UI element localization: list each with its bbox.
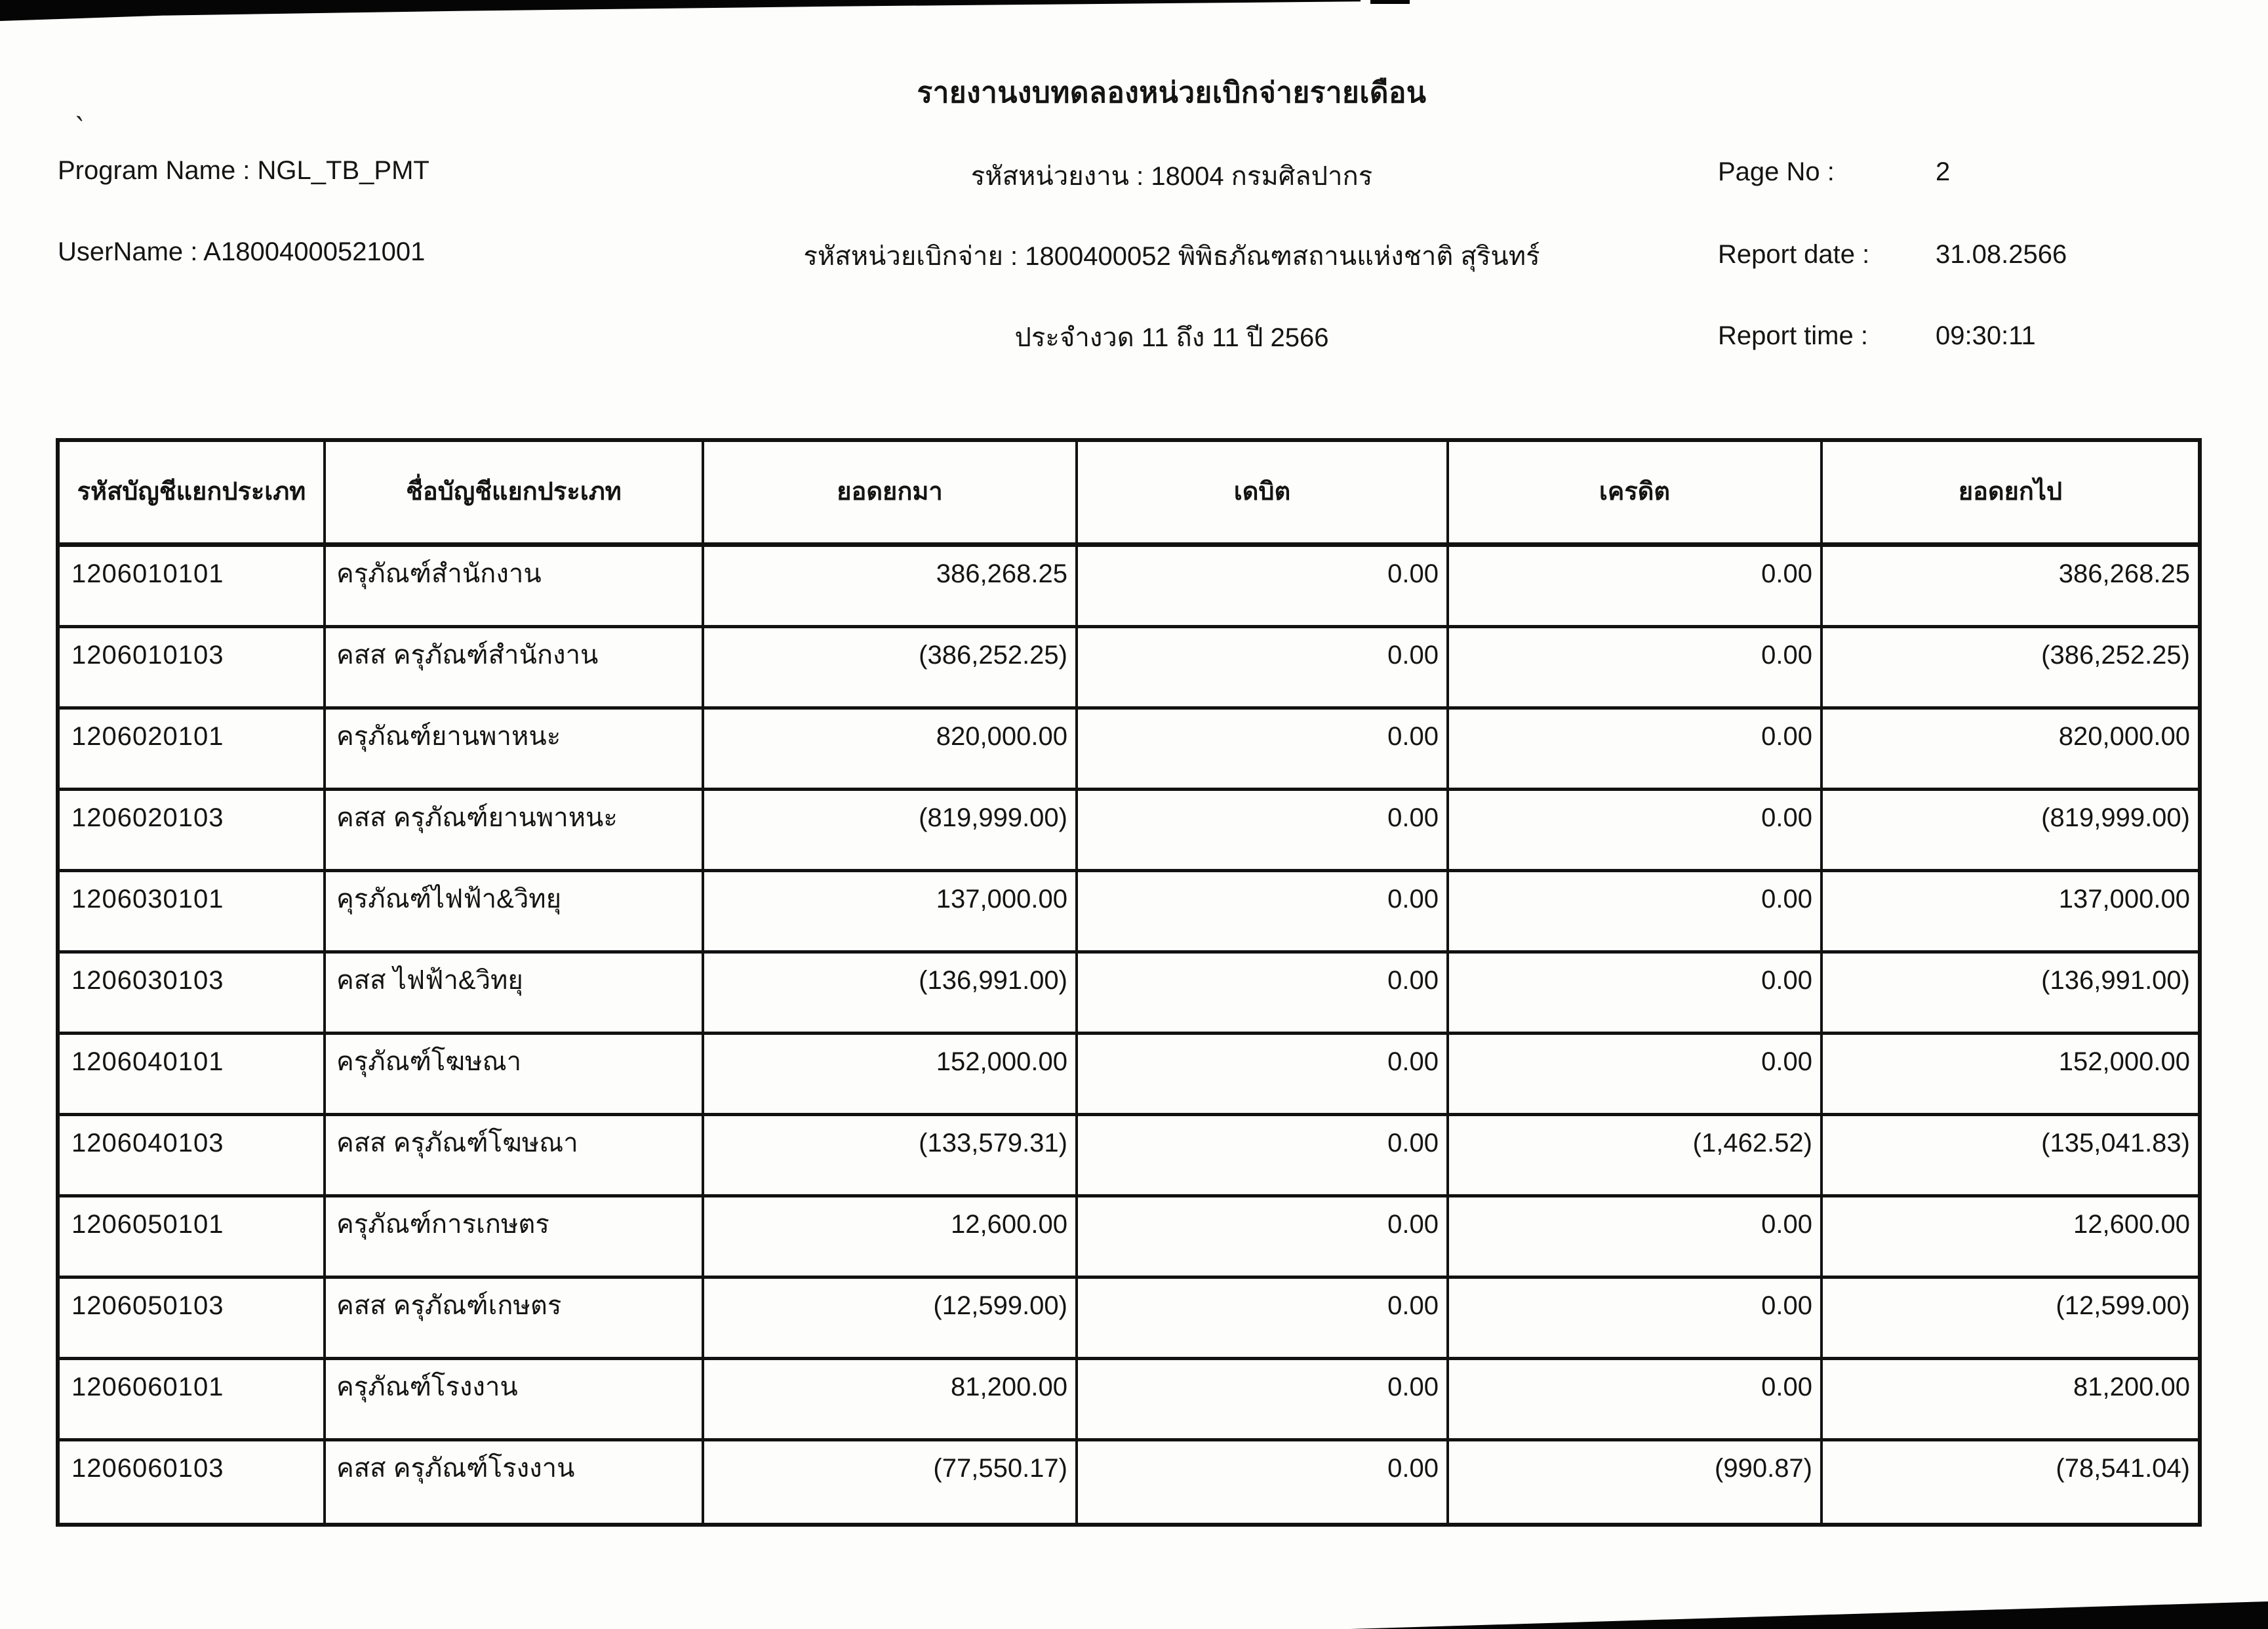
cell-account-name: คุรภัณฑ์ไฟฟ้า&วิทยุ — [326, 872, 704, 954]
cell-balance-forward: 386,268.25 — [704, 547, 1078, 628]
cell-credit: 0.00 — [1449, 872, 1823, 954]
cell-debit: 0.00 — [1078, 710, 1449, 791]
scan-stray-mark: ` — [71, 110, 86, 146]
cell-balance-carried: 12,600.00 — [1823, 1197, 2198, 1279]
report-time-value: 09:30:11 — [1936, 321, 2036, 350]
cell-debit: 0.00 — [1078, 872, 1449, 954]
cell-account-name: คสส ครุภัณฑ์โรงงาน — [326, 1441, 704, 1523]
cell-balance-carried: 152,000.00 — [1823, 1035, 2198, 1116]
page-no-label: Page No : — [1718, 157, 1835, 186]
cell-balance-carried: (12,599.00) — [1823, 1279, 2198, 1360]
cell-balance-carried: (78,541.04) — [2056, 1454, 2190, 1483]
cell-account-code: 1206010101 — [60, 547, 326, 628]
col-header-6: ยอดยกไป — [1823, 442, 2198, 547]
cell-debit: 0.00 — [1078, 1035, 1449, 1116]
cell-account-code: 1206020101 — [60, 710, 326, 791]
col-header-3: ยอดยกมา — [704, 442, 1078, 547]
program-name-label: Program Name : — [58, 156, 250, 185]
cell-balance-forward: (12,599.00) — [704, 1279, 1078, 1360]
cell-account-code: 1206040103 — [60, 1116, 326, 1197]
cell-balance-forward: 81,200.00 — [704, 1360, 1078, 1441]
cell-debit: 0.00 — [1078, 547, 1449, 628]
cell-credit: 0.00 — [1449, 1197, 1823, 1279]
program-name-value: NGL_TB_PMT — [257, 156, 429, 185]
cell-account-code: 1206040101 — [60, 1035, 326, 1116]
cell-balance-forward: (136,991.00) — [704, 954, 1078, 1035]
page-no-value: 2 — [1936, 157, 1951, 186]
cell-balance-carried: (135,041.83) — [1823, 1116, 2198, 1197]
cell-balance-forward: 137,000.00 — [704, 872, 1078, 954]
cell-credit: 0.00 — [1449, 710, 1823, 791]
cell-balance-forward: (77,550.17) — [704, 1441, 1078, 1523]
trial-balance-grid — [60, 442, 2198, 1523]
scan-artifact-top-dash — [1370, 0, 1410, 4]
cell-debit: 0.00 — [1078, 1279, 1449, 1360]
cell-debit: 0.00 — [1078, 1197, 1449, 1279]
cell-account-code: 1206010103 — [60, 628, 326, 710]
cell-account-code: 1206060101 — [60, 1360, 326, 1441]
cell-debit: 0.00 — [1078, 1441, 1449, 1523]
username-value: A18004000521001 — [203, 237, 426, 266]
cell-account-name: ครุภัณฑ์ยานพาหนะ — [326, 710, 704, 791]
cell-balance-carried: 820,000.00 — [1823, 710, 2198, 791]
cell-balance-carried: 137,000.00 — [1823, 872, 2198, 954]
cell-account-name: คสส ไฟฟ้า&วิทยุ — [326, 954, 704, 1035]
cell-debit: 0.00 — [1078, 791, 1449, 872]
cell-account-name: คสส ครุภัณฑ์ยานพาหนะ — [326, 791, 704, 872]
cell-balance-carried: (136,991.00) — [1823, 954, 2198, 1035]
cell-balance-forward: 820,000.00 — [704, 710, 1078, 791]
cell-account-name: ครุภัณฑ์โฆษณา — [326, 1035, 704, 1116]
program-name-line — [58, 156, 429, 186]
report-time-label: Report time : — [1718, 321, 1868, 350]
cell-account-code: 1206050103 — [60, 1279, 326, 1360]
trial-balance-table — [56, 438, 2202, 1527]
col-header-2: ชื่อบัญชีแยกประเภท — [326, 442, 704, 547]
cell-account-name: คสส ครุภัณฑ์สำนักงาน — [326, 628, 704, 710]
cell-account-code: 1206050101 — [60, 1197, 326, 1279]
cell-account-code: 1206060103 — [60, 1441, 326, 1523]
report-date-label: Report date : — [1718, 240, 1870, 269]
cell-credit: (990.87) — [1449, 1441, 1823, 1523]
report-date-value: 31.08.2566 — [1936, 240, 2067, 269]
cell-balance-carried: (819,999.00) — [1823, 791, 2198, 872]
cell-debit: 0.00 — [1078, 954, 1449, 1035]
cell-account-name: คสส ครุภัณฑ์เกษตร — [326, 1279, 704, 1360]
period-line: ประจำงวด 11 ถึง 11 ปี 2566 — [1014, 323, 1329, 352]
cell-account-name: ครุภัณฑ์สำนักงาน — [326, 547, 704, 628]
col-header-5: เครดิต — [1449, 442, 1823, 547]
cell-credit: 0.00 — [1449, 1279, 1823, 1360]
cell-credit: 0.00 — [1449, 1035, 1823, 1116]
scan-artifact-bottom-edge — [1350, 1601, 2268, 1629]
disbursement-unit-line: รหัสหน่วยเบิกจ่าย : 1800400052 พิพิธภัณฑสถานแห่งชาติ สุรินทร์ — [803, 242, 1540, 271]
cell-balance-carried: (386,252.25) — [1823, 628, 2198, 710]
cell-credit: 0.00 — [1449, 791, 1823, 872]
cell-balance-forward: 12,600.00 — [704, 1197, 1078, 1279]
cell-account-name: คสส ครุภัณฑ์โฆษณา — [326, 1116, 704, 1197]
cell-account-code: 1206020103 — [60, 791, 326, 872]
cell-credit: 0.00 — [1449, 628, 1823, 710]
cell-account-code: 1206030101 — [60, 872, 326, 954]
cell-debit: 0.00 — [1078, 1116, 1449, 1197]
cell-credit: 0.00 — [1449, 547, 1823, 628]
cell-balance-forward: 152,000.00 — [704, 1035, 1078, 1116]
agency-line: รหัสหน่วยงาน : 18004 กรมศิลปากร — [970, 162, 1373, 191]
cell-account-name: ครุภัณฑ์การเกษตร — [326, 1197, 704, 1279]
col-header-4: เดบิต — [1078, 442, 1449, 547]
cell-balance-forward: (133,579.31) — [704, 1116, 1078, 1197]
cell-credit: 0.00 — [1449, 1360, 1823, 1441]
cell-balance-forward: (386,252.25) — [704, 628, 1078, 710]
cell-account-code: 1206030103 — [60, 954, 326, 1035]
cell-account-name: ครุภัณฑ์โรงงาน — [326, 1360, 704, 1441]
col-header-1: รหัสบัญชีแยกประเภท — [60, 442, 326, 547]
cell-debit: 0.00 — [1078, 1360, 1449, 1441]
cell-balance-carried: 81,200.00 — [1823, 1360, 2198, 1441]
cell-credit: (1,462.52) — [1449, 1116, 1823, 1197]
cell-debit: 0.00 — [1078, 628, 1449, 710]
report-title: รายงานงบทดลองหน่วยเบิกจ่ายรายเดือน — [917, 77, 1427, 109]
cell-credit: 0.00 — [1449, 954, 1823, 1035]
username-line — [58, 237, 425, 267]
cell-balance-carried: 386,268.25 — [1823, 547, 2198, 628]
cell-balance-forward: (819,999.00) — [704, 791, 1078, 872]
scan-artifact-top-edge — [0, 0, 1361, 21]
username-label: UserName : — [58, 237, 198, 266]
